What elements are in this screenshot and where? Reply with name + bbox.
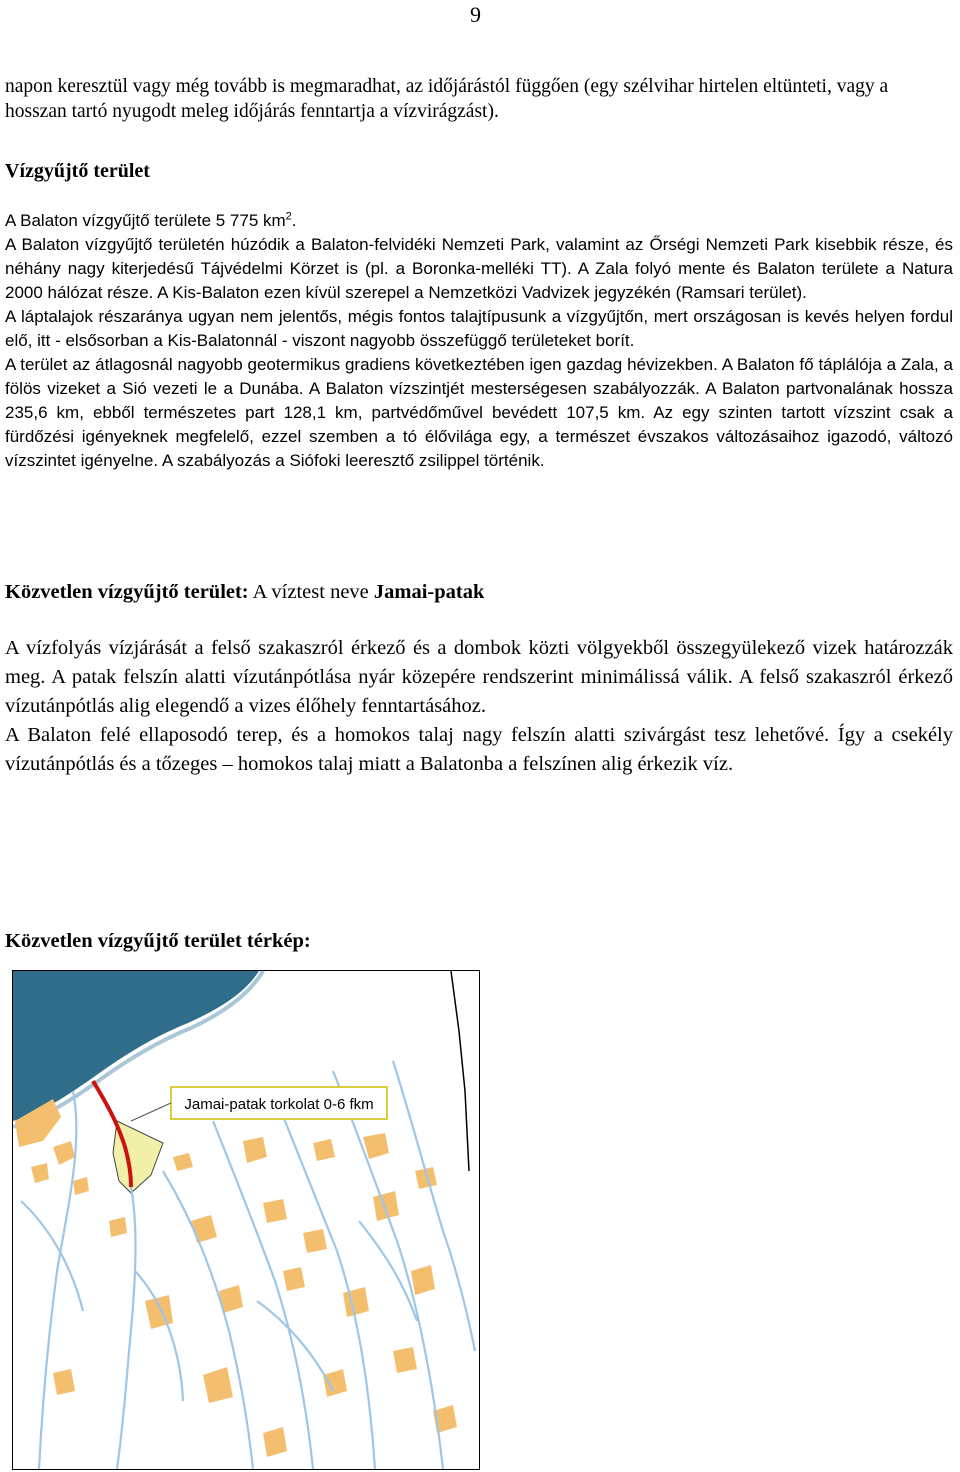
catchment-area-line [5, 209, 953, 233]
settlement-area [363, 1133, 389, 1159]
stream-network [21, 1061, 475, 1469]
settlement-area [263, 1199, 287, 1223]
settlement-area [53, 1369, 75, 1395]
settlement-area [145, 1295, 173, 1329]
settlements [15, 1099, 457, 1457]
catchment-area-end: . [291, 211, 297, 230]
settlement-area [173, 1153, 193, 1171]
catchment-map [12, 970, 480, 1470]
map-svg [13, 971, 479, 1469]
settlement-area [109, 1217, 127, 1237]
settlement-area [303, 1229, 327, 1253]
settlement-area [411, 1265, 435, 1295]
stream-line [257, 1301, 333, 1391]
water-body-name: Jamai-patak [373, 581, 485, 603]
map-label-leader [131, 1103, 171, 1121]
settlement-area [203, 1367, 233, 1403]
protected-areas-paragraph: A Balaton vízgyűjtő területén húzódik a Balaton-felvidéki Nemzeti Park, valamint az Őrségi Nemzeti Park kisebbik része, és néhány nagy kiterjedésű Tájvédelmi Körzet is (pl. a Boronka-melléki TT). A Zala folyó mente és Balaton területe a Natura 2000 hálózat része. A Kis-Balaton ezen kívül szerepel a Nemzetközi Vadvizek jegyzékén (Ramsari terület). [5, 235, 953, 302]
catchment-heading: Vízgyűjtő terület [5, 160, 150, 182]
intro-paragraph: napon keresztül vagy még tovább is megmaradhat, az időjárástól függően (egy szélvihar hirtelen eltünteti, vagy a hosszan tartó nyugodt meleg időjárás fenntartja a vízvirágzást). [5, 76, 889, 122]
settlement-area [191, 1215, 217, 1243]
settlement-area [393, 1347, 417, 1373]
settlement-area [243, 1137, 267, 1163]
map-boundary-line [451, 971, 469, 1171]
settlement-area [73, 1177, 89, 1195]
direct-catchment-heading-bold: Közvetlen vízgyűjtő terület: [5, 581, 249, 603]
flat-terrain-paragraph: A Balaton felé ellaposodó terep, és a homokos talaj nagy felszín alatti szivárgást tesz lehetővé. Így a csekély vízutánpótlás és a tőzeges – homokos talaj miatt a Balatonba a felszínen alig érkezik víz. [5, 724, 953, 775]
stream-line [21, 1201, 83, 1311]
catchment-text [5, 209, 953, 473]
direct-catchment-heading [5, 581, 953, 604]
stream-line [393, 1061, 475, 1351]
page-number: 9 [470, 2, 481, 27]
direct-catchment-text [5, 634, 953, 779]
stream-line [163, 1171, 253, 1469]
map-label: Jamai-patak torkolat 0-6 fkm [184, 1096, 374, 1113]
settlement-area [323, 1369, 347, 1397]
catchment-area-text: A Balaton vízgyűjtő területe 5 775 km [5, 211, 286, 230]
settlement-area [53, 1141, 75, 1165]
settlement-area [263, 1427, 287, 1457]
settlement-area [31, 1163, 49, 1183]
settlement-area [343, 1287, 369, 1317]
direct-catchment-heading-normal: A víztest neve [248, 581, 374, 603]
map-heading: Közvetlen vízgyűjtő terület térkép: [5, 930, 311, 952]
area-superscript: 2 [285, 210, 292, 223]
settlement-area [313, 1139, 335, 1161]
settlement-area [373, 1191, 399, 1221]
stream-line [135, 1271, 183, 1401]
peat-soil-paragraph: A láptalajok részaránya ugyan nem jelentős, mégis fontos talajtípusunk a vízgyűjtőn, mert országosan is kevés helyen fordul elő, itt - elsősorban a Kis-Balatonnál - viszont nagyobb összefüggő területeket borít. [5, 307, 953, 350]
hydrology-paragraph: A terület az átlagosnál nagyobb geotermikus gradiens következtében igen gazdag hévizekben. A Balaton fő táplálója a Zala, a fölös vizeket a Sió vezeti le a Dunába. A Balaton vízszintjét mesterségesen szabályozzák. A Balaton partvonalának hossza 235,6 km, ebből természetes part 128,1 km, partvédőművel bevédett 107,5 km. Az egy szinten tartott vízszint csak a fürdőzési igényeknek megfelelő, ezzel szemben a tó élővilága egy, a természet évszakos változásaihoz igazodó, változó vízszintet igényelne. A szabályozás a Siófoki leeresztő zsilippel történik. [5, 355, 953, 470]
settlement-area [283, 1267, 305, 1291]
water-regime-paragraph: A vízfolyás vízjárását a felső szakaszról érkező és a dombok közti völgyekből összegyülekező vizek határozzák meg. A patak felszín alatti vízutánpótlása nyár közepére rendszerint minimálissá válik. A felső szakaszról érkező vízutánpótlás alig elegendő a vizes élőhely fenntartásához. [5, 637, 953, 717]
